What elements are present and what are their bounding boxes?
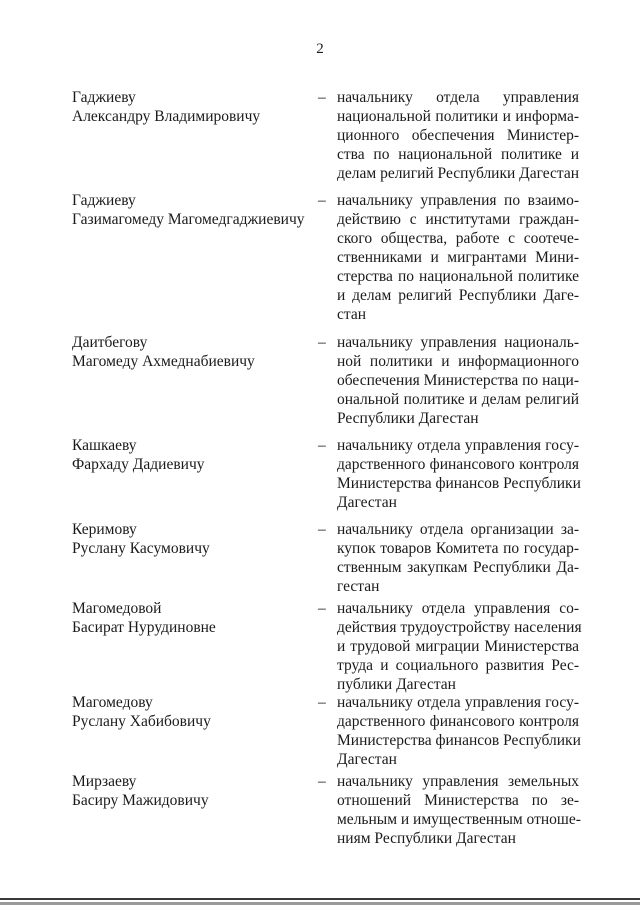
description-line: публики Дагестан xyxy=(337,676,456,693)
surname: Гаджиеву xyxy=(72,89,136,106)
description-line: купок товаров Комитета по государ- xyxy=(337,540,579,557)
description-line: действия трудоустройству населения xyxy=(337,619,582,636)
description-line: ственным закупкам Республики Да- xyxy=(337,559,579,576)
surname: Гаджиеву xyxy=(72,192,136,209)
person-name xyxy=(72,333,312,371)
description-line: дарственного финансового контроля xyxy=(337,456,579,473)
dash-separator: – xyxy=(318,334,326,351)
person-name xyxy=(72,436,312,474)
description-line: начальнику отдела управления госу- xyxy=(337,694,579,711)
description-line: гестан xyxy=(337,578,380,595)
description-line: мельным и имущественным отноше- xyxy=(337,811,581,828)
description-line: делам религий Республики Дагестан xyxy=(337,165,580,182)
description-line: национальной политики и информа- xyxy=(337,108,579,125)
scan-edge-line xyxy=(0,898,640,900)
description-line: Министерства финансов Республики xyxy=(337,732,581,749)
description-line: обеспечения Министерства по наци- xyxy=(337,372,579,389)
given-names: Руслану Хабибовичу xyxy=(72,713,211,730)
description-line: ского общества, работе с соотече- xyxy=(337,230,579,247)
surname: Магомедовой xyxy=(72,600,162,617)
position-description xyxy=(337,693,579,769)
person-name xyxy=(72,88,312,126)
surname: Магомедову xyxy=(72,694,153,711)
person-name xyxy=(72,693,312,731)
page-number: 2 xyxy=(316,41,324,57)
person-name xyxy=(72,599,312,637)
description-line: ональной политике и делам религий xyxy=(337,391,579,408)
description-line: Республики Дагестан xyxy=(337,410,479,427)
description-line: начальнику отдела управления госу- xyxy=(337,437,579,454)
description-line: Дагестан xyxy=(337,751,397,768)
given-names: Газимагомеду Магомедгаджиевичу xyxy=(72,211,305,228)
given-names: Магомеду Ахмеднабиевичу xyxy=(72,353,255,370)
description-line: начальнику управления земельных xyxy=(337,773,579,790)
description-line: отношений Министерства по зе- xyxy=(337,792,579,809)
description-line: ционного обеспечения Министер- xyxy=(337,127,579,144)
surname: Керимову xyxy=(72,521,137,538)
description-line: ства по национальной политике и xyxy=(337,146,579,163)
person-name xyxy=(72,772,312,810)
position-description xyxy=(337,191,579,324)
description-line: начальнику отдела управления xyxy=(337,89,579,106)
given-names: Басират Нурудиновне xyxy=(72,619,216,636)
dash-separator: – xyxy=(318,600,326,617)
description-line: ственниками и мигрантами Мини- xyxy=(337,249,579,266)
description-line: стан xyxy=(337,306,367,323)
position-description xyxy=(337,772,579,848)
description-line: Министерства финансов Республики xyxy=(337,475,581,492)
surname: Кашкаеву xyxy=(72,437,137,454)
description-line: начальнику управления националь- xyxy=(337,334,579,351)
description-line: труда и социального развития Рес- xyxy=(337,657,579,674)
description-line: начальнику управления по взаимо- xyxy=(337,192,579,209)
description-line: действию с институтами граждан- xyxy=(337,211,579,228)
description-line: Дагестан xyxy=(337,494,397,511)
position-description xyxy=(337,436,579,512)
person-name xyxy=(72,520,312,558)
given-names: Александру Владимировичу xyxy=(72,108,261,125)
surname: Даитбегову xyxy=(72,334,148,351)
dash-separator: – xyxy=(318,89,326,106)
description-line: стерства по национальной политике xyxy=(337,268,579,285)
description-line: начальнику отдела управления со- xyxy=(337,600,579,617)
description-line: и трудовой миграции Министерства xyxy=(337,638,579,655)
dash-separator: – xyxy=(318,521,326,538)
position-description xyxy=(337,599,582,694)
dash-separator: – xyxy=(318,437,326,454)
position-description xyxy=(337,88,579,183)
dash-separator: – xyxy=(318,773,326,790)
description-line: ниям Республики Дагестан xyxy=(337,830,516,847)
description-line: дарственного финансового контроля xyxy=(337,713,579,730)
description-line: начальнику отдела организации за- xyxy=(337,521,579,538)
position-description xyxy=(337,333,579,428)
given-names: Басиру Мажидовичу xyxy=(72,792,209,809)
person-name xyxy=(72,191,312,229)
given-names: Руслану Касумовичу xyxy=(72,540,210,557)
description-line: ной политики и информационного xyxy=(337,353,579,370)
position-description xyxy=(337,520,579,596)
dash-separator: – xyxy=(318,694,326,711)
dash-separator: – xyxy=(318,192,326,209)
description-line: и делам религий Республики Даге- xyxy=(337,287,579,304)
given-names: Фархаду Дадиевичу xyxy=(72,456,205,473)
surname: Мирзаеву xyxy=(72,773,137,790)
